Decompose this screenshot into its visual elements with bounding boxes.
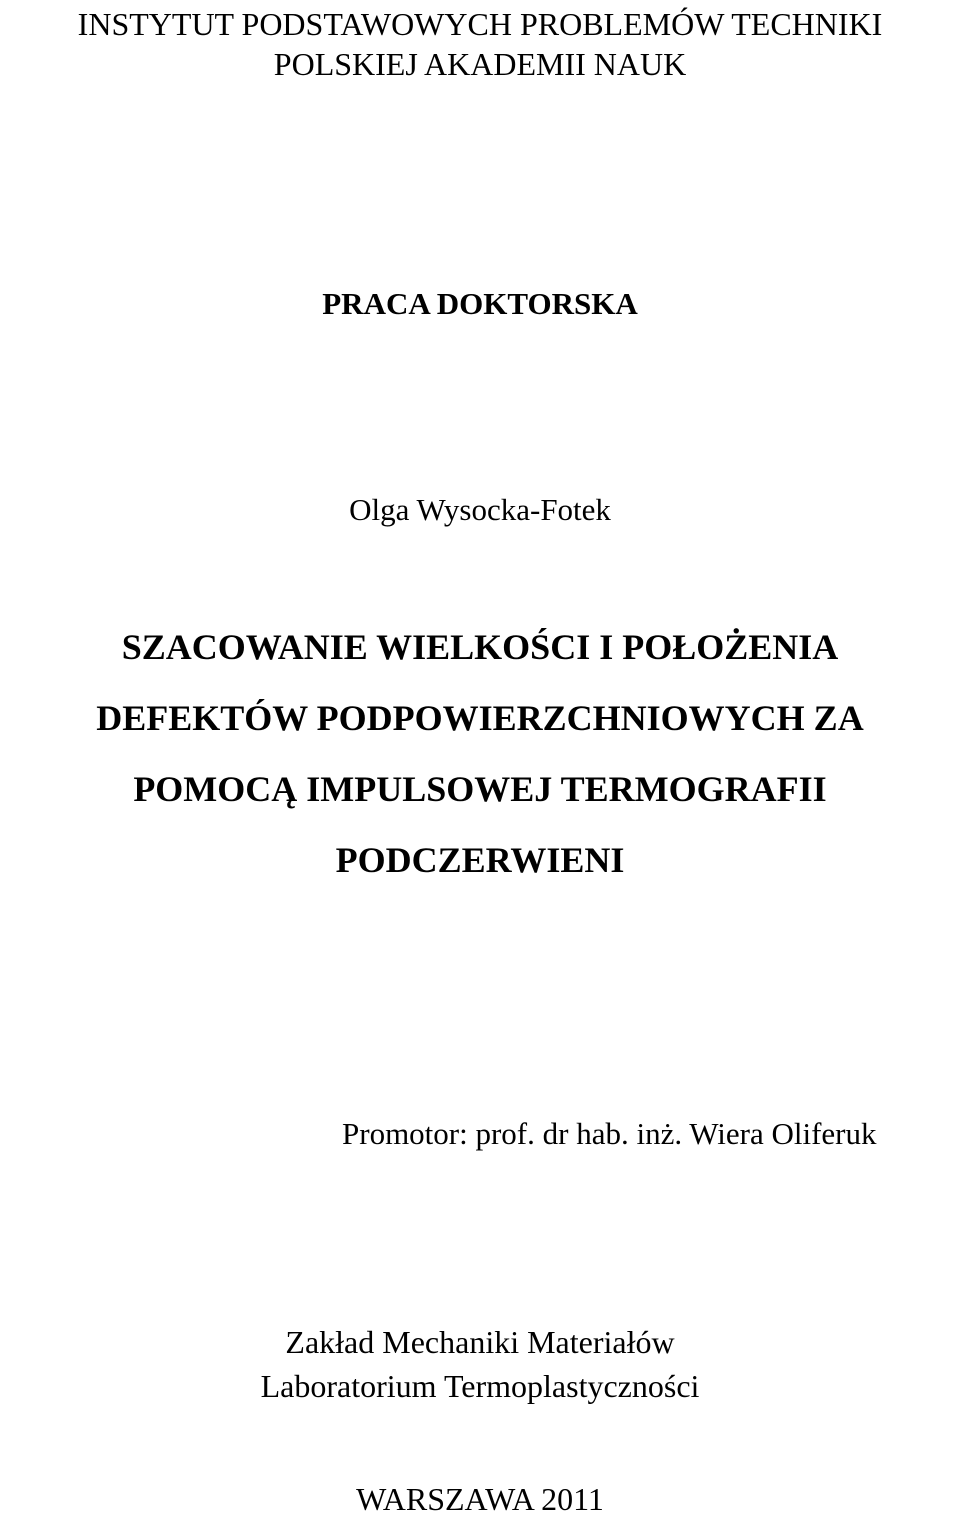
title-line-2: DEFEKTÓW PODPOWIERZCHNIOWYCH ZA	[96, 698, 864, 738]
thesis-title	[0, 612, 960, 896]
title-line-4: PODCZERWIENI	[335, 840, 625, 880]
affiliation-line-1: Zakład Mechaniki Materiałów	[285, 1324, 675, 1360]
institute-name	[0, 4, 960, 84]
affiliation-line-2: Laboratorium Termoplastyczności	[260, 1368, 700, 1404]
thesis-type: PRACA DOKTORSKA	[322, 286, 638, 321]
institute-line-1: INSTYTUT PODSTAWOWYCH PROBLEMÓW TECHNIKI	[77, 6, 883, 42]
author-name: Olga Wysocka-Fotek	[349, 492, 611, 527]
affiliation	[0, 1320, 960, 1408]
title-line-1: SZACOWANIE WIELKOŚCI I POŁOŻENIA	[121, 627, 839, 667]
title-line-3: POMOCĄ IMPULSOWEJ TERMOGRAFII	[133, 769, 827, 809]
promoter: Promotor: prof. dr hab. inż. Wiera Oliferuk	[342, 1116, 877, 1151]
institute-line-2: POLSKIEJ AKADEMII NAUK	[273, 46, 687, 82]
place-and-year: WARSZAWA 2011	[356, 1481, 604, 1517]
